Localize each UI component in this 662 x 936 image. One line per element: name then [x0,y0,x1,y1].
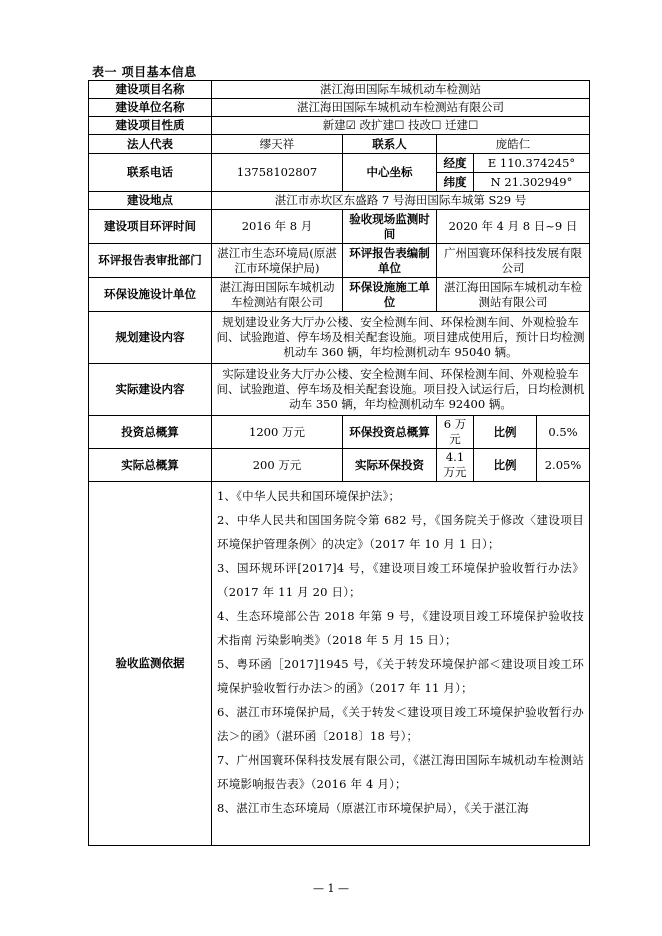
row-design [89,278,590,312]
value-legal-rep: 缪天祥 [212,135,343,154]
label-total-investment: 投资总概算 [89,416,212,449]
label-actual-content: 实际建设内容 [89,364,212,416]
basis-item: 6、湛江市环境保护局，《关于转发＜建设项目竣工环境保护验收暂行办法＞的函》（湛环函〔2018〕18 号）； [217,705,584,743]
value-construction-unit: 湛江海田国际车城机动车检测站有限公司 [437,278,590,312]
table-caption: 表一 项目基本信息 [92,65,197,79]
value-builder: 湛江海田国际车城机动车检测站有限公司 [212,99,590,117]
row-project-name [89,81,590,99]
row-builder [89,99,590,117]
row-nature [89,117,590,135]
value-compiler: 广州国寰环保科技发展有限公司 [437,244,590,278]
ratio-cell [537,416,590,449]
value-monitor-time: 2020 年 4 月 8 日~9 日 [437,210,590,244]
label-actual-ratio: 比例 [493,457,517,472]
label-eia-time: 建设项目环评时间 [89,210,212,244]
label-monitor-time: 验收现场监测时间 [343,210,437,244]
value-actual-total: 200 万元 [212,449,343,482]
label-project-name: 建设项目名称 [89,81,212,99]
value-ratio: 0.5% [548,424,578,439]
label-ratio: 比例 [493,424,517,439]
value-eia-time: 2016 年 8 月 [212,210,343,244]
value-project-name: 湛江海田国际车城机动车检测站 [212,81,590,99]
row-approval [89,244,590,278]
value-planned-content: 规划建设业务大厅办公楼、安全检测车间、环保检测车间、外观检验车间、试验跑道、停车场及相关配套设施。项目建成使用后，预计日均检测机动车 360 辆，年均检测机动车 95040 辆。 [212,312,590,364]
label-compiler: 环评报告表编制单位 [343,244,437,278]
row-basis [89,482,590,846]
basis-item: 4、生态环境部公告 2018 年第 9 号，《建设项目竣工环境保护验收技术指南 污染影响类》（2018 年 5 月 15 日）； [217,609,584,647]
basis-item: 5、粤环函［2017]1945 号，《关于转发环境保护部＜建设项目竣工环境保护验收暂行办法＞的函》（2017 年 11 月）； [217,657,584,695]
label-contact: 联系人 [343,135,437,154]
label-construction-unit: 环保设施施工单位 [343,278,437,312]
label-actual-env-investment: 实际环保投资 [343,449,437,482]
row-eia-time [89,210,590,244]
row-planned [89,312,590,364]
page-number: — 1 — [313,882,349,895]
value-env-investment: 6 万元 [437,416,474,449]
label-design-unit: 环保设施设计单位 [89,278,212,312]
basis-item: 3、国环规环评[2017]4 号，《建设项目竣工环境保护验收暂行办法》（2017 年 11 月 20 日）； [217,561,584,599]
basis-item: 2、中华人民共和国国务院令第 682 号，《国务院关于修改〈建设项目环境保护管理条例〉的决定》（2017 年 10 月 1 日）； [217,513,584,551]
row-investment [89,416,590,449]
value-actual-ratio: 2.05% [544,457,582,472]
value-approval: 湛江市生态环境局(原湛江市环境保护局) [212,244,343,278]
label-nature: 建设项目性质 [89,117,212,135]
basis-item: 1、《中华人民共和国环境保护法》； [217,489,401,503]
ratio-label-cell [474,416,537,449]
value-actual-env-investment: 4.1 万元 [437,449,474,482]
value-actual-content: 实际建设业务大厅办公楼、安全检测车间、环保检测车间、外观检验车间、试验跑道、停车场及相关配套设施。项目投入试运行后，日均检测机动车 350 辆，年均检测机动车 92400 辆。 [212,364,590,416]
actual-ratio-label-cell [474,449,537,482]
label-planned-content: 规划建设内容 [89,312,212,364]
row-legal-rep [89,135,590,154]
value-phone: 13758102807 [212,154,343,192]
basis-item: 7、广州国寰环保科技发展有限公司，《湛江海田国际车城机动车检测站环境影响报告表》（2016 年 4 月）； [217,753,584,791]
basis-list [212,482,590,846]
actual-ratio-cell [537,449,590,482]
basis-item: 8、湛江市生态环境局（原湛江市环境保护局），《关于湛江海 [217,801,529,815]
row-phone [89,154,590,173]
label-longitude: 经度 [437,154,474,173]
value-contact: 庞皓仁 [437,135,590,154]
row-actual [89,364,590,416]
project-info-table [88,80,590,846]
label-location: 建设地点 [89,192,212,210]
label-acceptance-basis: 验收监测依据 [89,482,212,846]
label-builder: 建设单位名称 [89,99,212,117]
label-actual-total: 实际总概算 [89,449,212,482]
value-latitude: N 21.302949° [474,173,590,192]
row-actual-total [89,449,590,482]
label-env-investment: 环保投资总概算 [343,416,437,449]
label-center-coord: 中心坐标 [343,154,437,192]
label-latitude: 纬度 [437,173,474,192]
value-nature: 新建☑ 改扩建☐ 技改☐ 迁建☐ [212,117,590,135]
value-location: 湛江市赤坎区东盛路 7 号海田国际车城第 S29 号 [212,192,590,210]
row-location [89,192,590,210]
label-phone: 联系电话 [89,154,212,192]
label-approval: 环评报告表审批部门 [89,244,212,278]
label-legal-rep: 法人代表 [89,135,212,154]
value-longitude: E 110.374245° [474,154,590,173]
value-design-unit: 湛江海田国际车城机动车检测站有限公司 [212,278,343,312]
value-total-investment: 1200 万元 [212,416,343,449]
